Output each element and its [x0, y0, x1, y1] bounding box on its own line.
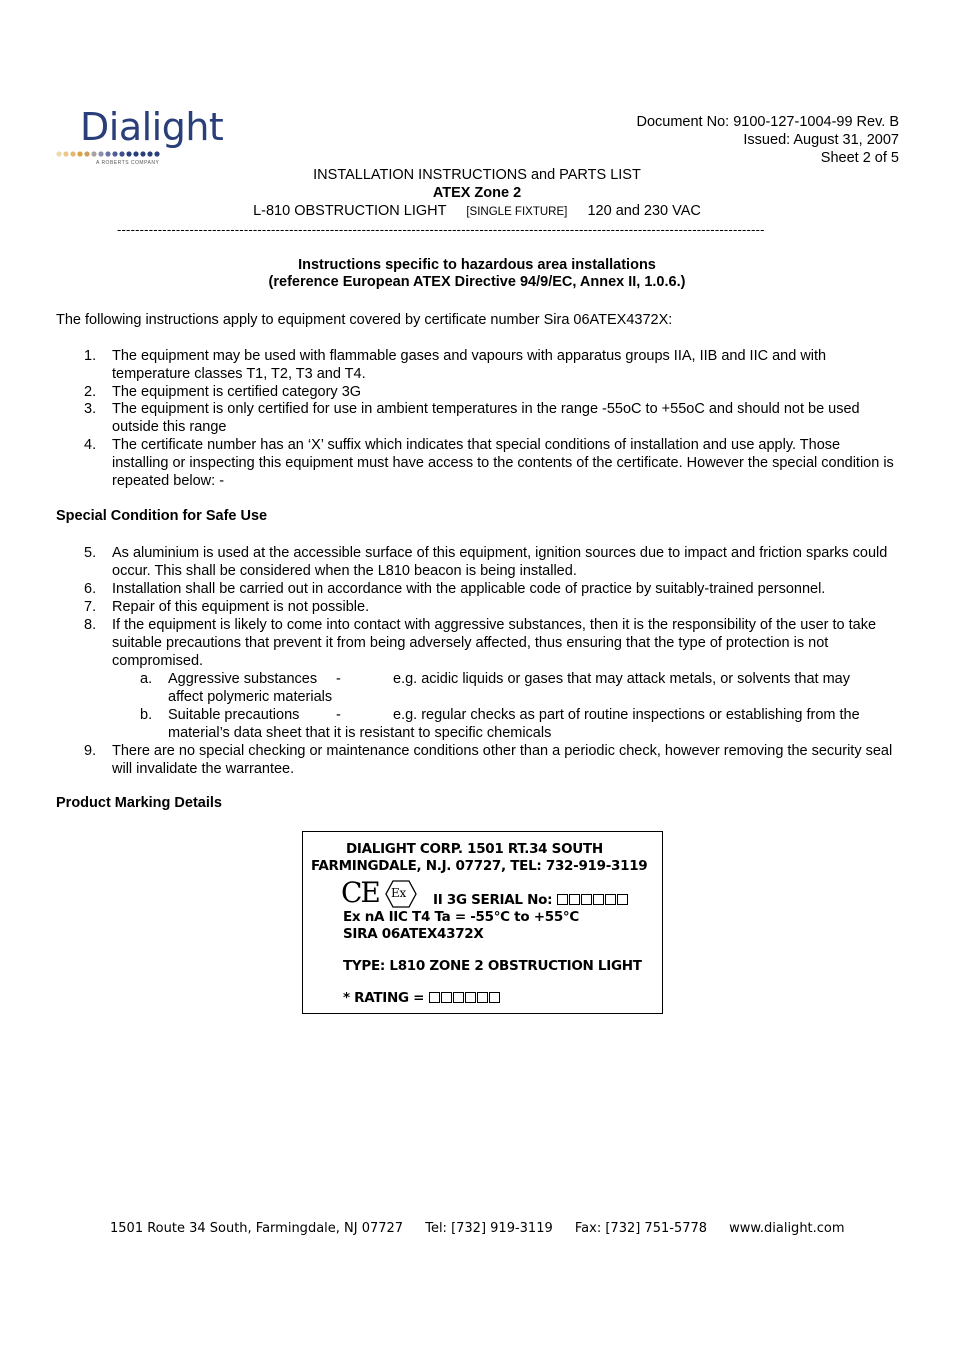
list-text: The certificate number has an ‘X’ suffix which indicates that special conditions of installation and use apply. Those installing or inspecting this equipment must have access to the contents of the certificate. However the special condition is repeated below: - — [112, 437, 894, 489]
sub-list-description: e.g. regular checks as part of routine inspections or establishing from the — [393, 707, 860, 723]
issued-date: Issued: August 31, 2007 — [743, 132, 899, 148]
footer-fax: Fax: [732] 751-5778 — [574, 1221, 708, 1236]
label-line-address: FARMINGDALE, N.J. 07727, TEL: 732-919-3119 — [311, 858, 648, 874]
list-number: 7. — [84, 599, 97, 615]
section-title — [0, 257, 954, 291]
title-line-2: ATEX Zone 2 — [432, 185, 522, 201]
rating-box — [477, 992, 488, 1003]
page-footer — [110, 1221, 863, 1236]
label-line-certificate: SIRA 06ATEX4372X — [343, 926, 484, 942]
title-voltage: 120 and 230 VAC — [587, 203, 701, 219]
serial-box — [605, 894, 616, 905]
product-marking-heading: Product Marking Details — [56, 795, 222, 811]
section-title-line-1: Instructions specific to hazardous area installations — [298, 257, 656, 273]
title-fixture: [SINGLE FIXTURE] — [466, 206, 568, 218]
label-line-type: TYPE: L810 ZONE 2 OBSTRUCTION LIGHT — [343, 958, 642, 974]
label-line-rating — [343, 990, 501, 1006]
list-number: 4. — [84, 437, 97, 453]
rating-box — [441, 992, 452, 1003]
document-info — [637, 113, 900, 167]
rating-box — [465, 992, 476, 1003]
list-text: The equipment is certified category 3G — [112, 384, 362, 400]
rating-box — [453, 992, 464, 1003]
sub-list-continuation: material’s data sheet that it is resistant to specific chemicals — [168, 725, 552, 741]
product-marking-label — [302, 831, 663, 1014]
sub-list-description: e.g. acidic liquids or gases that may attack metals, or solvents that may — [393, 671, 850, 687]
label-line-serial — [433, 892, 629, 908]
sub-list-continuation: affect polymeric materials — [168, 689, 333, 705]
label-serial-text: II 3G SERIAL No: — [433, 892, 553, 908]
title-line-1: INSTALLATION INSTRUCTIONS and PARTS LIST — [313, 167, 641, 183]
label-line-company: DIALIGHT CORP. 1501 RT.34 SOUTH — [346, 841, 603, 857]
special-condition-heading: Special Condition for Safe Use — [56, 508, 268, 524]
list-text: The equipment may be used with flammable gases and vapours with apparatus groups IIA, IIB and IIC and with temperature classes T1, T2, T3 and T4. — [112, 348, 827, 382]
serial-box — [557, 894, 568, 905]
list-text: The equipment is only certified for use in ambient temperatures in the range -55oC to +55oC and should not be used outside this range — [112, 401, 860, 435]
list-text: If the equipment is likely to come into contact with aggressive substances, then it is the responsibility of the user to take suitable precautions that prevent it from being adversely affected, thus ensuring that the type of protection is not compromised. — [112, 617, 877, 669]
label-line-protection: Ex nA IIC T4 Ta = -55°C to +55°C — [343, 909, 579, 925]
serial-box — [581, 894, 592, 905]
list-number: 1. — [84, 348, 97, 364]
title-line-3 — [0, 202, 954, 221]
title-product: L-810 OBSTRUCTION LIGHT — [253, 203, 447, 219]
dashed-divider: ----------------------------------------------------------------------------------------------------------------------------------------------- — [117, 222, 765, 237]
ce-mark-icon: CE — [341, 876, 379, 909]
serial-box — [593, 894, 604, 905]
footer-tel: Tel: [732] 919-3119 — [425, 1221, 553, 1236]
ex-mark-text: Ex — [391, 886, 406, 900]
sub-list-letter: b. — [140, 707, 153, 723]
sub-list-letter: a. — [140, 671, 153, 687]
logo-tagline: A ROBERTS COMPANY — [96, 160, 160, 166]
sub-list-term: Aggressive substances — [168, 671, 318, 687]
sub-list-term: Suitable precautions — [168, 707, 300, 723]
rating-box — [429, 992, 440, 1003]
list-text: As aluminium is used at the accessible surface of this equipment, ignition sources due to impact and friction sparks could occur. This shall be considered when the L810 beacon is being installed. — [112, 545, 888, 579]
label-rating-text: * RATING = — [343, 990, 425, 1006]
list-text: There are no special checking or maintenance conditions other than a periodic check, however removing the security seal will invalidate the warrantee. — [112, 743, 893, 777]
section-title-line-2: (reference European ATEX Directive 94/9/EC, Annex II, 1.0.6.) — [268, 274, 686, 290]
list-number: 9. — [84, 743, 97, 759]
document-title — [0, 166, 954, 221]
sub-list-dash: - — [336, 707, 341, 723]
footer-address: 1501 Route 34 South, Farmingdale, NJ 07727 — [110, 1221, 404, 1236]
list-number: 2. — [84, 384, 97, 400]
intro-paragraph: The following instructions apply to equipment covered by certificate number Sira 06ATEX4372X: — [56, 312, 673, 328]
list-text: Installation shall be carried out in accordance with the applicable code of practice by suitably-trained personnel. — [112, 581, 826, 597]
footer-web: www.dialight.com — [729, 1221, 845, 1236]
serial-box — [569, 894, 580, 905]
sheet-number: Sheet 2 of 5 — [820, 150, 899, 166]
document-number: Document No: 9100-127-1004-99 Rev. B — [636, 114, 899, 130]
sub-list-dash: - — [336, 671, 341, 687]
list-number: 3. — [84, 401, 97, 417]
list-number: 8. — [84, 617, 97, 633]
company-logo: Dialight — [80, 105, 224, 149]
list-number: 6. — [84, 581, 97, 597]
logo-dots-icon — [56, 150, 161, 158]
serial-box — [617, 894, 628, 905]
list-text: Repair of this equipment is not possible. — [112, 599, 370, 615]
rating-box — [489, 992, 500, 1003]
list-number: 5. — [84, 545, 97, 561]
